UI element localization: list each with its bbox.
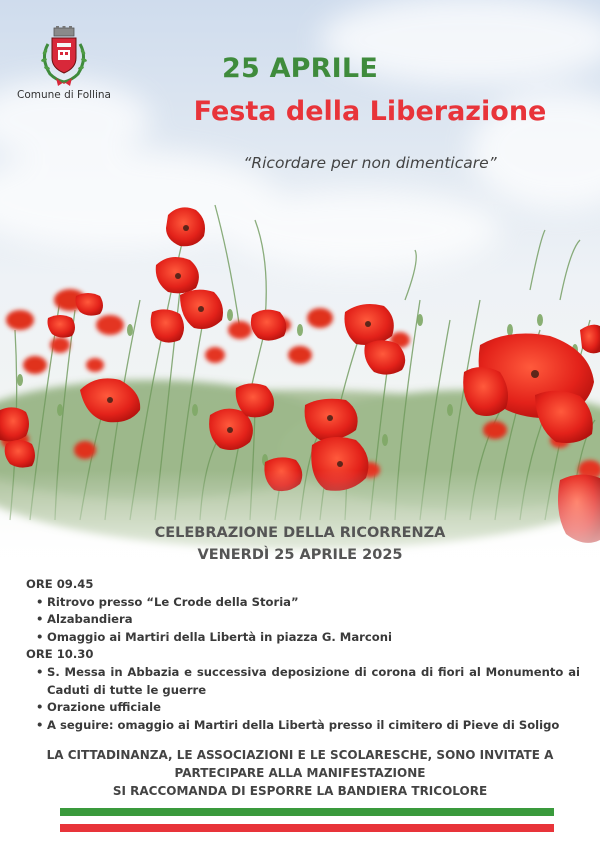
celebration-line-1: CELEBRAZIONE DELLA RICORRENZA [154, 525, 446, 541]
celebration-line-2: VENERDÌ 25 APRILE 2025 [197, 547, 403, 563]
schedule-time-2: ORE 10.30 [26, 647, 94, 662]
schedule-item: • Orazione ufficiale [36, 699, 580, 717]
schedule-item: • Alzabandiera [36, 611, 580, 629]
event-date-title: 25 APRILE [222, 53, 378, 84]
schedule-item: • S. Messa in Abbazia e successiva deposizione di corona di fiori al Monumento ai Caduti di tutte le guerre [36, 664, 580, 699]
event-name-title: Festa della Liberazione [193, 96, 547, 127]
notice-line-2: PARTECIPARE ALLA MANIFESTAZIONE [174, 766, 426, 780]
celebration-heading [0, 522, 600, 566]
schedule-item: • Omaggio ai Martiri della Libertà in piazza G. Marconi [36, 629, 580, 647]
notice-line-1: LA CITTADINANZA, LE ASSOCIAZIONI E LE SCOLARESCHE, SONO INVITATE A [46, 748, 554, 762]
event-schedule [26, 576, 580, 734]
schedule-list-1 [26, 594, 580, 647]
schedule-item: • A seguire: omaggio ai Martiri della Libertà presso il cimitero di Pieve di Soligo [36, 717, 580, 735]
notice-line-3: SI RACCOMANDA DI ESPORRE LA BANDIERA TRICOLORE [112, 784, 488, 798]
schedule-item: • Ritrovo presso “Le Crode della Storia” [36, 594, 580, 612]
event-motto: “Ricordare per non dimenticare” [243, 154, 497, 172]
public-notice [0, 746, 600, 800]
schedule-time-1: ORE 09.45 [26, 577, 94, 591]
municipality-name: Comune di Follina [17, 89, 111, 101]
schedule-list-2 [26, 664, 580, 734]
flag-green-stripe [60, 808, 554, 816]
flag-red-stripe [60, 824, 554, 832]
